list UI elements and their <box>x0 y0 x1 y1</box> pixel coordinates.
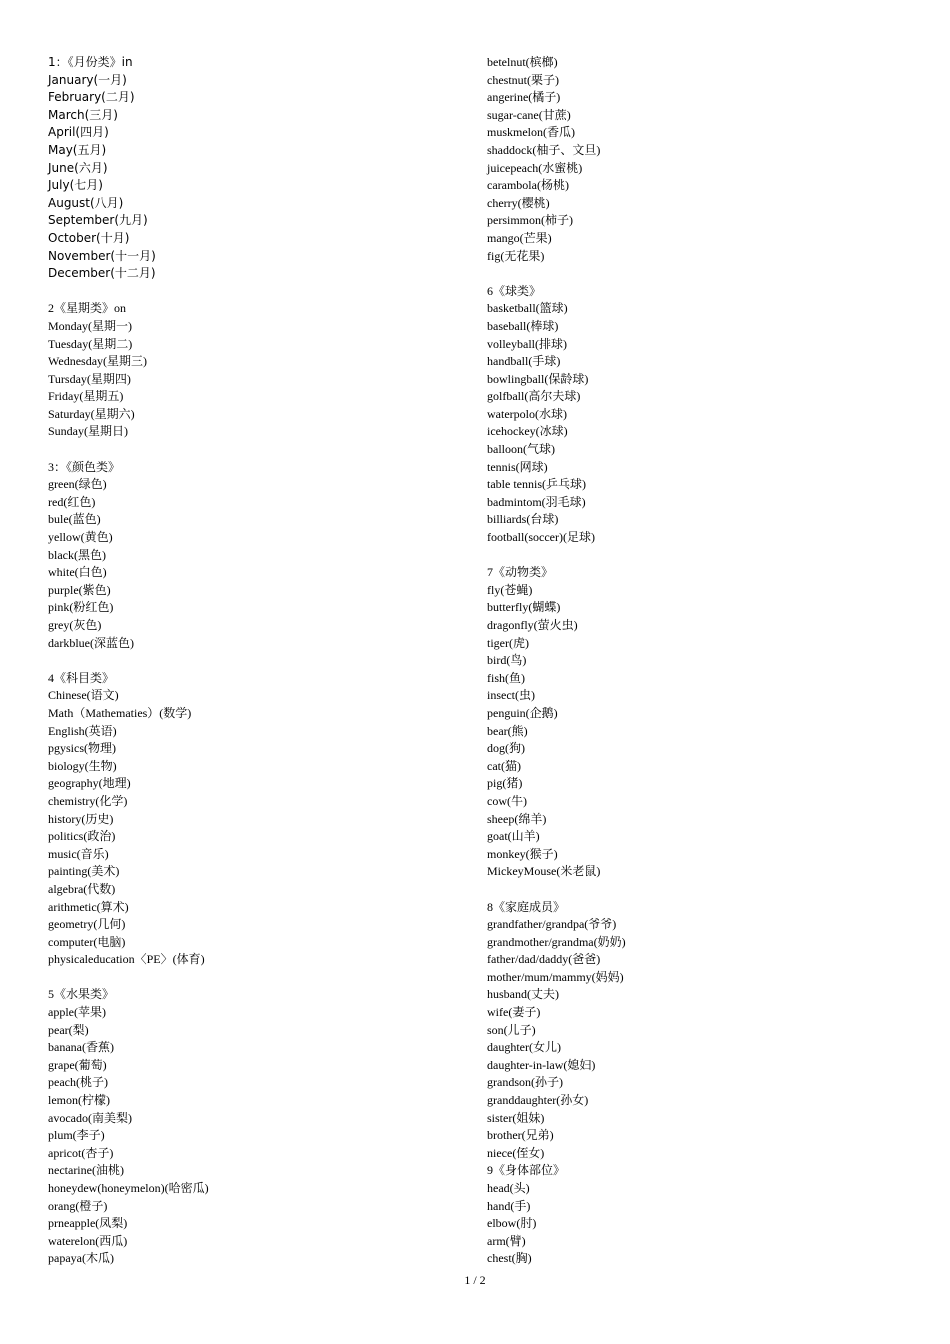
vocab-entry: arm(臂) <box>487 1233 526 1248</box>
section-heading: 1：《月份类》in <box>48 55 133 69</box>
vocab-entry: grandmother/grandma(奶奶) <box>487 934 626 949</box>
vocab-entry: orang(橙子) <box>48 1198 108 1213</box>
vocab-entry: niece(侄女) <box>487 1145 545 1160</box>
page-number: 1 / 2 <box>464 1273 486 1287</box>
vocab-entry: waterelon(西瓜) <box>48 1233 128 1248</box>
vocab-entry: bird(鸟) <box>487 653 527 668</box>
section-gap <box>48 652 448 670</box>
section-heading: 2《星期类》on <box>48 301 127 316</box>
section-heading: 4《科目类》 <box>48 670 115 685</box>
vocab-entry: Sunday(星期日) <box>48 424 128 439</box>
section-gap <box>48 441 448 459</box>
vocab-entry: golfball(高尔夫球) <box>487 389 581 404</box>
vocab-entry: bear(熊) <box>487 723 528 738</box>
vocab-entry: sister(姐妹) <box>487 1110 545 1125</box>
vocab-entry: Saturday(星期六) <box>48 406 135 421</box>
section-gap <box>48 283 448 301</box>
vocab-entry: grey(灰色) <box>48 618 102 632</box>
vocab-entry: plum(李子) <box>48 1128 105 1143</box>
section-heading: 7《动物类》 <box>487 565 554 580</box>
vocab-entry: computer(电脑) <box>48 934 126 949</box>
vocab-entry: July(七月) <box>48 178 103 193</box>
vocab-entry: politics(政治) <box>48 829 116 844</box>
vocab-entry: waterpolo(水球) <box>487 406 567 421</box>
vocab-entry: mother/mum/mammy(妈妈) <box>487 969 624 984</box>
vocab-entry: pgysics(物理) <box>48 741 116 756</box>
vocab-entry: butterfly(蝴蝶) <box>487 600 561 615</box>
section-heading: 6《球类》 <box>487 283 542 298</box>
vocab-entry: February(二月) <box>48 90 135 105</box>
vocab-entry: painting(美术) <box>48 864 120 879</box>
vocab-entry: biology(生物) <box>48 758 117 773</box>
vocab-entry: physicaleducation〈PE〉(体育) <box>48 952 205 967</box>
section-heading: 3：《颜色类》 <box>48 459 121 474</box>
vocab-entry: billiards(台球) <box>487 512 559 527</box>
vocab-entry: pig(猪) <box>487 776 523 791</box>
vocab-entry: goat(山羊) <box>487 829 540 844</box>
section-gap <box>48 969 448 987</box>
vocab-entry: chest(胸) <box>487 1251 532 1266</box>
vocab-entry: dragonfly(萤火虫) <box>487 618 578 632</box>
vocab-entry: September(九月) <box>48 213 148 228</box>
vocab-entry: pear(梨) <box>48 1022 89 1037</box>
section-heading: 9《身体部位》 <box>487 1163 566 1178</box>
vocab-entry: August(八月) <box>48 195 124 210</box>
vocab-entry: red(红色) <box>48 494 96 509</box>
vocab-entry: geography(地理) <box>48 776 131 791</box>
vocab-entry: fig(无花果) <box>487 248 545 263</box>
vocab-entry: bowlingball(保龄球) <box>487 371 589 386</box>
vocab-entry: Friday(星期五) <box>48 389 124 404</box>
vocab-entry: sheep(绵羊) <box>487 811 547 826</box>
vocab-entry: white(白色) <box>48 565 107 580</box>
left-column <box>48 54 448 1268</box>
vocab-entry: father/dad/daddy(爸爸) <box>487 952 601 967</box>
vocab-entry: banana(香蕉) <box>48 1040 114 1055</box>
vocab-entry: hand(手) <box>487 1198 531 1213</box>
vocab-entry: dog(狗) <box>487 741 525 756</box>
vocab-entry: wife(妻子) <box>487 1005 541 1020</box>
vocab-entry: grape(葡萄) <box>48 1057 107 1072</box>
section-gap <box>487 547 887 565</box>
vocab-entry: tiger(虎) <box>487 635 529 650</box>
vocab-entry: icehockey(冰球) <box>487 424 568 439</box>
vocab-entry: daughter-in-law(媳妇) <box>487 1057 596 1072</box>
vocab-entry: muskmelon(香瓜) <box>487 125 575 140</box>
vocab-entry: betelnut(槟榔) <box>487 55 558 69</box>
vocab-entry: fly(苍蝇) <box>487 582 533 597</box>
vocab-entry: honeydew(honeymelon)(哈密瓜) <box>48 1181 209 1195</box>
vocab-entry: apple(苹果) <box>48 1005 106 1020</box>
vocab-entry: cow(牛) <box>487 793 527 808</box>
section-heading: 8《家庭成员》 <box>487 899 566 914</box>
vocab-entry: Tuesday(星期二) <box>48 336 133 351</box>
vocab-entry: pink(粉红色) <box>48 600 114 615</box>
vocab-entry: husband(丈夫) <box>487 987 559 1002</box>
vocab-entry: fish(鱼) <box>487 670 525 685</box>
vocab-entry: monkey(猴子) <box>487 846 558 861</box>
vocab-entry: November(十一月) <box>48 248 156 263</box>
vocab-entry: music(音乐) <box>48 846 109 861</box>
right-column <box>487 54 887 1268</box>
section-gap <box>487 265 887 283</box>
section-gap <box>487 881 887 899</box>
vocab-entry: algebra(代数) <box>48 881 116 896</box>
vocab-entry: June(六月) <box>48 160 108 175</box>
vocab-entry: baseball(棒球) <box>487 318 559 333</box>
vocab-entry: shaddock(柚子、文旦) <box>487 142 601 157</box>
vocab-entry: darkblue(深蓝色) <box>48 635 134 650</box>
vocab-entry: badmintom(羽毛球) <box>487 494 586 509</box>
section-heading: 5《水果类》 <box>48 987 115 1002</box>
vocab-entry: elbow(肘) <box>487 1216 537 1231</box>
vocab-entry: football(soccer)(足球) <box>487 530 595 545</box>
vocab-entry: handball(手球) <box>487 354 561 369</box>
vocab-entry: bule(蓝色) <box>48 512 101 527</box>
vocab-entry: grandfather/grandpa(爷爷) <box>487 917 617 932</box>
vocab-entry: penguin(企鹅) <box>487 705 558 720</box>
vocab-entry: insect(虫) <box>487 688 535 703</box>
vocab-entry: avocado(南美梨) <box>48 1110 132 1125</box>
vocab-entry: Math（Mathematies）(数学) <box>48 705 192 720</box>
vocab-entry: volleyball(排球) <box>487 336 567 351</box>
vocab-entry: geometry(几何) <box>48 917 126 932</box>
vocab-entry: May(五月) <box>48 142 107 157</box>
vocab-entry: March(三月) <box>48 107 118 122</box>
vocab-entry: mango(芒果) <box>487 230 552 245</box>
vocab-entry: history(历史) <box>48 811 114 826</box>
vocab-entry: Wednesday(星期三) <box>48 354 148 369</box>
vocab-entry: grandson(孙子) <box>487 1075 563 1090</box>
vocab-entry: cherry(樱桃) <box>487 195 550 210</box>
vocab-entry: sugar-cane(甘蔗) <box>487 107 571 122</box>
vocab-entry: prneapple(凤梨) <box>48 1216 128 1231</box>
vocab-entry: peach(桃子) <box>48 1075 108 1090</box>
vocab-entry: English(英语) <box>48 723 117 738</box>
vocab-entry: tennis(网球) <box>487 459 548 474</box>
vocab-entry: table tennis(乒乓球) <box>487 477 586 492</box>
vocab-entry: juicepeach(水蜜桃) <box>487 160 583 175</box>
vocab-entry: angerine(橘子) <box>487 90 561 105</box>
vocab-entry: granddaughter(孙女) <box>487 1093 589 1108</box>
vocab-entry: apricot(杏子) <box>48 1145 114 1160</box>
vocab-entry: son(儿子) <box>487 1022 536 1037</box>
vocab-entry: chemistry(化学) <box>48 793 128 808</box>
vocab-entry: arithmetic(算术) <box>48 899 129 914</box>
vocab-entry: chestnut(栗子) <box>487 72 559 87</box>
vocab-entry: persimmon(柿子) <box>487 213 573 228</box>
vocab-entry: Tursday(星期四) <box>48 371 131 386</box>
vocab-entry: lemon(柠檬) <box>48 1093 110 1108</box>
vocab-entry: black(黑色) <box>48 547 106 562</box>
vocab-entry: Chinese(语文) <box>48 688 119 703</box>
vocab-entry: yellow(黄色) <box>48 530 113 545</box>
vocab-entry: nectarine(油桃) <box>48 1163 124 1178</box>
vocab-entry: carambola(杨桃) <box>487 178 569 193</box>
vocab-entry: brother(兄弟) <box>487 1128 554 1143</box>
vocab-entry: October(十月) <box>48 230 130 245</box>
vocab-entry: balloon(气球) <box>487 442 555 457</box>
vocab-entry: basketball(篮球) <box>487 301 568 316</box>
vocab-entry: April(四月) <box>48 125 109 140</box>
vocab-entry: papaya(木瓜) <box>48 1251 114 1266</box>
vocab-entry: January(一月) <box>48 72 127 87</box>
vocab-entry: head(头) <box>487 1181 530 1195</box>
vocab-entry: Monday(星期一) <box>48 318 132 333</box>
vocab-entry: cat(猫) <box>487 758 521 773</box>
vocab-entry: MickeyMouse(米老鼠) <box>487 864 601 879</box>
vocab-entry: purple(紫色) <box>48 582 111 597</box>
vocab-entry: green(绿色) <box>48 477 107 492</box>
vocab-entry: December(十二月) <box>48 266 156 281</box>
vocab-entry: daughter(女儿) <box>487 1040 561 1055</box>
